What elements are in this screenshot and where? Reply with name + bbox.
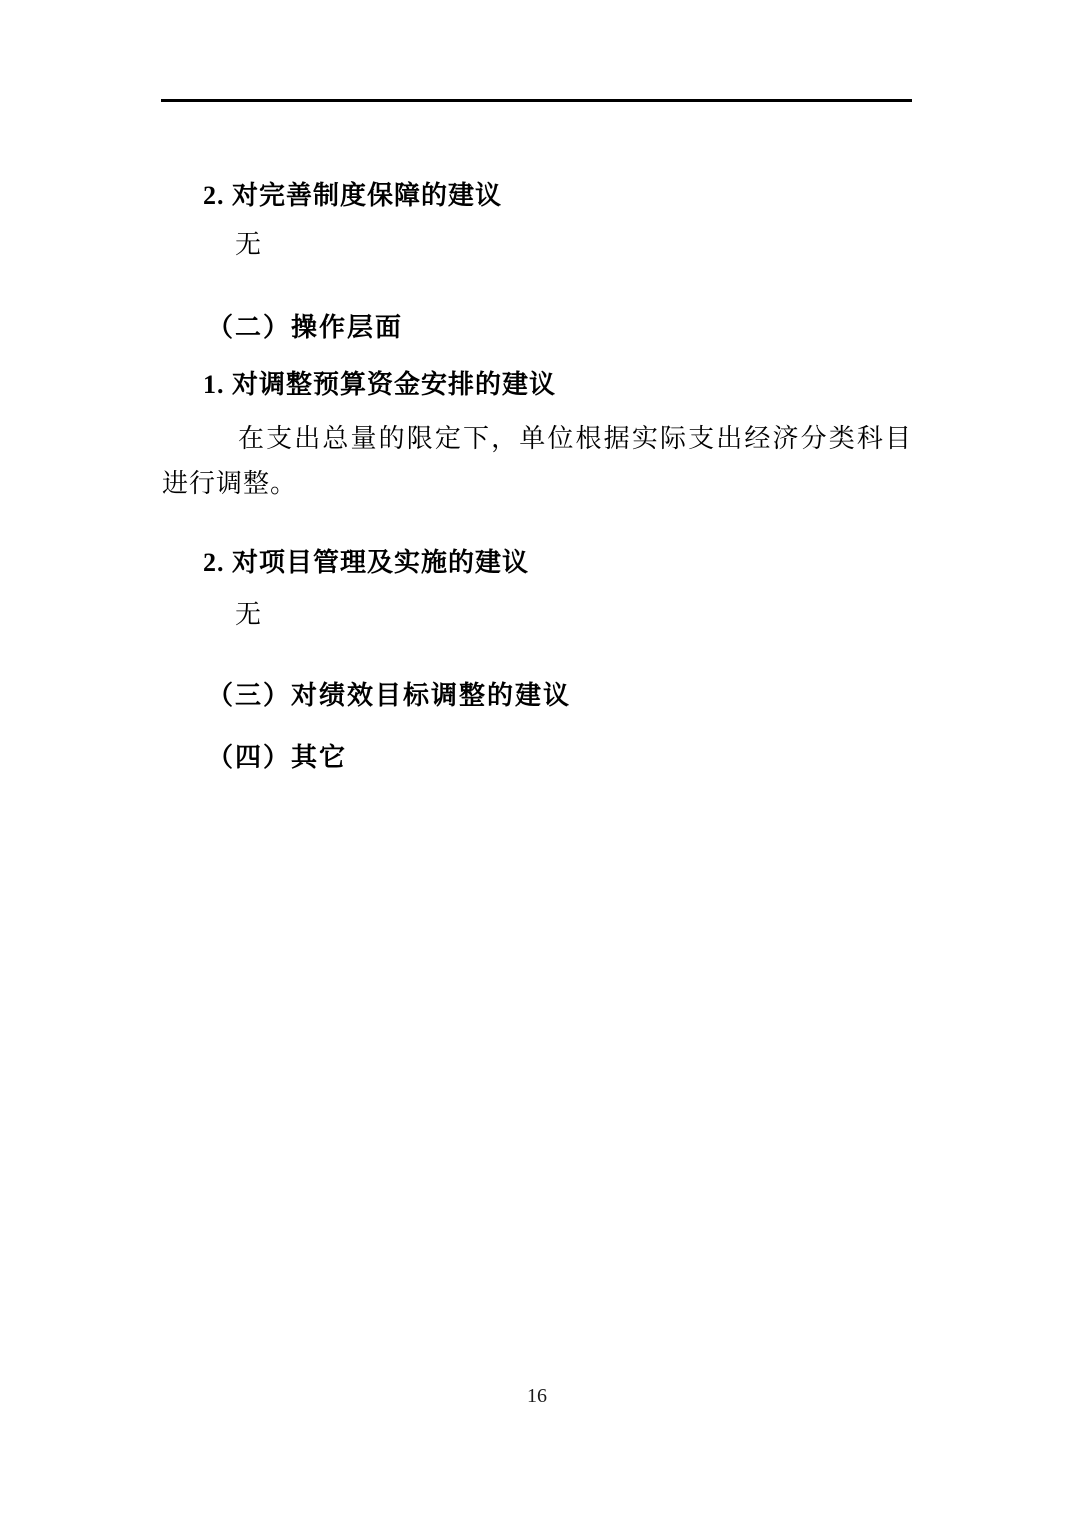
heading-suggestion-institutional: 2. 对完善制度保障的建议 <box>203 181 503 210</box>
document-body <box>162 0 912 775</box>
heading-suggestion-budget-adjustment: 1. 对调整预算资金安排的建议 <box>203 370 557 399</box>
body-none-2: 无 <box>235 600 262 629</box>
body-none-1: 无 <box>235 230 262 259</box>
heading-suggestion-project-management: 2. 对项目管理及实施的建议 <box>203 548 530 577</box>
heading-section-other: （四）其它 <box>207 743 348 772</box>
paragraph-budget-adjustment: 在支出总量的限定下，单位根据实际支出经济分类科目进行调整。 <box>162 424 912 498</box>
heading-section-performance-target-adjustment: （三）对绩效目标调整的建议 <box>207 681 572 710</box>
heading-section-operational-level: （二）操作层面 <box>207 313 404 342</box>
page-number: 16 <box>527 1385 547 1407</box>
